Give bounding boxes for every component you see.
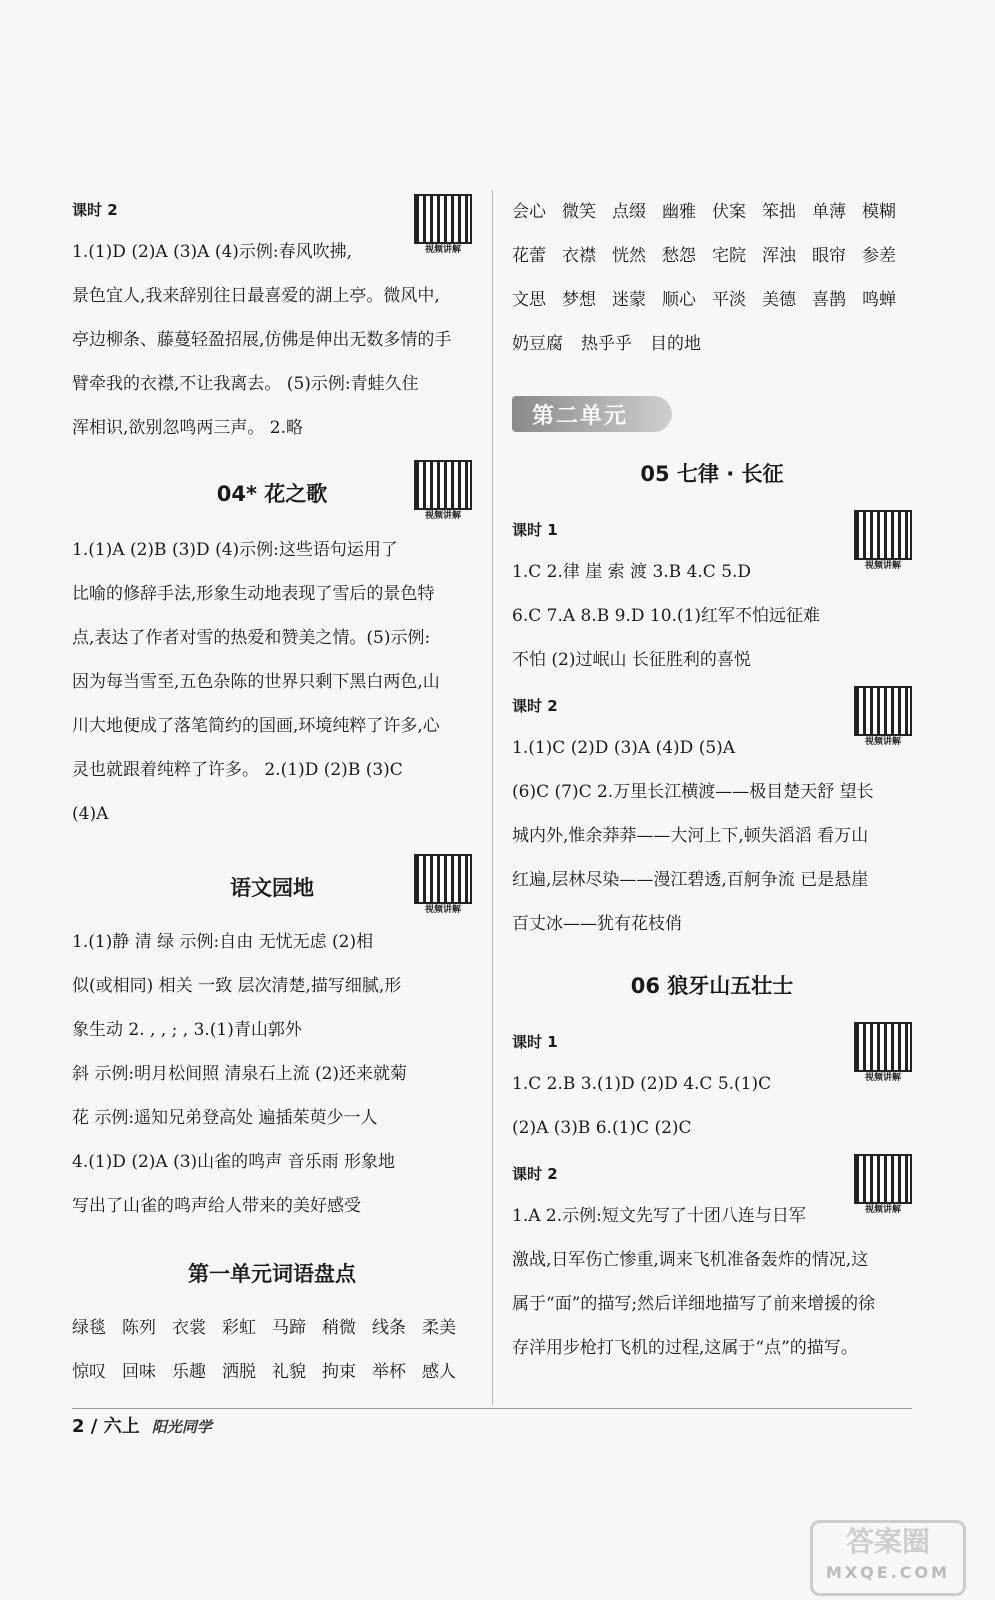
answer-line: 写出了山雀的鸣声给人带来的美好感受: [72, 1196, 361, 1216]
answer-line: 属于“面”的描写;然后详细地描写了前来增援的徐: [512, 1294, 876, 1314]
answer-line: (2)A (3)B 6.(1)C (2)C: [512, 1118, 692, 1138]
vocab-word: 平淡: [712, 290, 746, 310]
vocab-word: 马蹄: [272, 1318, 306, 1338]
vocab-word: 线条: [372, 1318, 406, 1338]
answer-line: 花 示例:遥知兄弟登高处 遍插茱萸少一人: [72, 1108, 378, 1128]
vocab-word: 会心: [512, 202, 546, 222]
vocab-word: 喜鹊: [812, 290, 846, 310]
lesson-label: 课时 1: [512, 1033, 558, 1051]
lesson-heading: [512, 510, 912, 571]
vocab-word: 衣襟: [562, 246, 596, 266]
answer-line: 浑相识,欲别忽鸣两三声。 2.略: [72, 418, 304, 438]
vocab-word: 柔美: [422, 1318, 456, 1338]
lesson-title-text: 04* 花之歌: [216, 482, 328, 506]
vocab-word: 幽雅: [662, 202, 696, 222]
vocab-word: 绿毯: [72, 1318, 106, 1338]
lesson-title: [512, 452, 912, 496]
vocab-row: [512, 278, 912, 322]
answer-line: 因为每当雪至,五色杂陈的世界只剩下黑白两色,山: [72, 672, 440, 692]
vocab-word: 眼帘: [812, 246, 846, 266]
left-column: [72, 190, 472, 1394]
vocab-word: 迷蒙: [612, 290, 646, 310]
lesson-heading: [512, 1022, 912, 1083]
answer-line: 灵也就跟着纯粹了许多。 2.(1)D (2)B (3)C: [72, 760, 403, 780]
answer-line: 1.A 2.示例:短文先写了十团八连与日军: [512, 1206, 806, 1226]
column-divider: [492, 190, 493, 1405]
vocab-row: [512, 322, 912, 366]
vocab-word: 洒脱: [222, 1362, 256, 1382]
vocab-word: 梦想: [562, 290, 596, 310]
answer-line: 象生动 2. , , ; , 3.(1)青山郭外: [72, 1020, 302, 1040]
lesson-title-text: 05 七律 · 长征: [640, 462, 784, 486]
vocab-word: 惊叹: [72, 1362, 106, 1382]
answer-line: 1.(1)A (2)B (3)D (4)示例:这些语句运用了: [72, 540, 398, 560]
qr-caption: 视频讲解: [864, 1073, 901, 1083]
answer-line: 1.C 2.律 崖 索 渡 3.B 4.C 5.D: [512, 562, 752, 582]
qr-image: [414, 854, 472, 904]
vocab-word: 稍微: [322, 1318, 356, 1338]
answer-line: 城内外,惟余莽莽——大河上下,顿失滔滔 看万山: [512, 826, 869, 846]
vocab-word: 模糊: [862, 202, 896, 222]
answer-line: 斜 示例:明月松间照 清泉石上流 (2)还来就菊: [72, 1064, 408, 1084]
unit-banner-text: 第二单元: [532, 404, 629, 429]
vocab-row: [512, 190, 912, 234]
answer-line: 亭边柳条、藤蔓轻盈招展,仿佛是伸出无数多情的手: [72, 330, 452, 350]
section-title: [72, 866, 472, 915]
lesson-heading: [512, 686, 912, 747]
qr-caption: 视频讲解: [864, 1205, 901, 1215]
lesson-label: 课时 1: [512, 521, 558, 539]
section-title-text: 语文园地: [230, 876, 314, 900]
answer-line: 臂牵我的衣襟,不让我离去。 (5)示例:青蛙久住: [72, 374, 419, 394]
lesson-label: 课时 2: [512, 697, 558, 715]
lesson-heading: [512, 1154, 912, 1215]
answer-line: 1.(1)静 清 绿 示例:自由 无忧无虑 (2)相: [72, 932, 374, 952]
watermark-title: 答案圈: [845, 1525, 930, 1558]
answer-line: 1.(1)D (2)A (3)A (4)示例:春风吹拂,: [72, 242, 353, 262]
vocab-word: 陈列: [122, 1318, 156, 1338]
answer-line: 存洋用步枪打飞机的过程,这属于“点”的描写。: [512, 1338, 858, 1358]
vocab-word: 单薄: [812, 202, 846, 222]
section-title: [72, 1252, 472, 1296]
page-number: 2 / 六上: [72, 1416, 140, 1437]
qr-caption: 视频讲解: [424, 905, 461, 915]
vocab-word: 伏案: [712, 202, 746, 222]
vocab-word: 顺心: [662, 290, 696, 310]
qr-code-icon[interactable]: [414, 854, 472, 916]
vocab-word: 恍然: [612, 246, 646, 266]
answer-line: 景色宜人,我来辞别往日最喜爱的湖上亭。微风中,: [72, 286, 440, 306]
lesson-label: 课时 2: [72, 201, 118, 219]
vocab-word: 热乎乎: [581, 334, 632, 354]
answer-line: (4)A: [72, 804, 109, 824]
answer-line: 1.C 2.B 3.(1)D (2)D 4.C 5.(1)C: [512, 1074, 772, 1094]
qr-caption: 视频讲解: [424, 511, 461, 521]
vocab-word: 愁怨: [662, 246, 696, 266]
vocab-word: 参差: [862, 246, 896, 266]
qr-caption: 视频讲解: [864, 737, 901, 747]
vocab-word: 浑浊: [762, 246, 796, 266]
footer-divider: [72, 1408, 912, 1409]
vocab-word: 拘束: [322, 1362, 356, 1382]
vocab-word: 微笑: [562, 202, 596, 222]
vocab-word: 笨拙: [762, 202, 796, 222]
answer-line: (6)C (7)C 2.万里长江横渡——极目楚天舒 望长: [512, 782, 874, 802]
watermark-logo: [810, 1520, 966, 1596]
vocab-word: 感人: [422, 1362, 456, 1382]
lesson-title-text: 06 狼牙山五壮士: [630, 974, 794, 998]
qr-code-icon[interactable]: [414, 460, 472, 522]
lesson-title: [512, 964, 912, 1008]
answer-line: 似(或相同) 相关 一致 层次清楚,描写细腻,形: [72, 976, 402, 996]
answer-line: 点,表达了作者对雪的热爱和赞美之情。(5)示例:: [72, 628, 431, 648]
vocab-word: 花蕾: [512, 246, 546, 266]
vocab-word: 回味: [122, 1362, 156, 1382]
answer-line: 激战,日军伤亡惨重,调来飞机准备轰炸的情况,这: [512, 1250, 869, 1270]
vocab-word: 文思: [512, 290, 546, 310]
section-title-text: 第一单元词语盘点: [188, 1262, 356, 1286]
right-column: [512, 190, 912, 1370]
answer-line: 不怕 (2)过岷山 长征胜利的喜悦: [512, 650, 751, 670]
watermark-url: MXQE.COM: [825, 1563, 951, 1582]
answer-line: 百丈冰——犹有花枝俏: [512, 914, 682, 934]
brand-logo: 阳光同学: [151, 1418, 212, 1436]
vocab-word: 彩虹: [222, 1318, 256, 1338]
vocab-word: 美德: [762, 290, 796, 310]
vocab-word: 衣裳: [172, 1318, 206, 1338]
lesson-title: [72, 472, 472, 521]
vocab-word: 鸣蝉: [862, 290, 896, 310]
unit-banner: [512, 396, 672, 432]
vocab-row: [72, 1350, 472, 1394]
answer-line: 比喻的修辞手法,形象生动地表现了雪后的景色特: [72, 584, 435, 604]
qr-caption: 视频讲解: [864, 561, 901, 571]
vocab-word: 礼貌: [272, 1362, 306, 1382]
answer-line: 6.C 7.A 8.B 9.D 10.(1)红军不怕远征难: [512, 606, 821, 626]
qr-caption: 视频讲解: [424, 245, 461, 255]
answer-line: 1.(1)C (2)D (3)A (4)D (5)A: [512, 738, 736, 758]
vocab-word: 宅院: [712, 246, 746, 266]
vocab-word: 举杯: [372, 1362, 406, 1382]
answer-line: 4.(1)D (2)A (3)山雀的鸣声 音乐雨 形象地: [72, 1152, 395, 1172]
qr-image: [414, 460, 472, 510]
vocab-word: 点缀: [612, 202, 646, 222]
lesson-label: 课时 2: [512, 1165, 558, 1183]
vocab-word: 目的地: [650, 334, 701, 354]
answer-line: 川大地便成了落笔简约的国画,环境纯粹了许多,心: [72, 716, 440, 736]
vocab-row: [512, 234, 912, 278]
page-footer: [72, 1412, 212, 1438]
vocab-word: 奶豆腐: [512, 334, 563, 354]
vocab-row: [72, 1306, 472, 1350]
answer-line: 红遍,层林尽染——漫江碧透,百舸争流 已是悬崖: [512, 870, 869, 890]
vocab-word: 乐趣: [172, 1362, 206, 1382]
